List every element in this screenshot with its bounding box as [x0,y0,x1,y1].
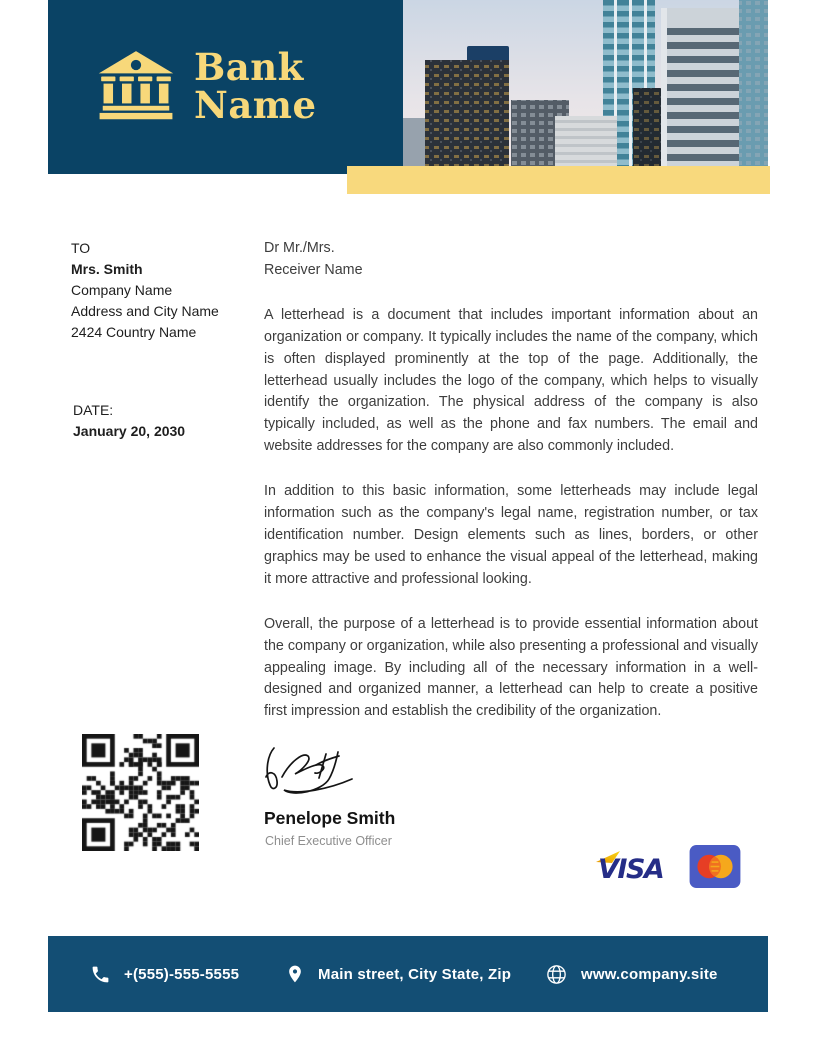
brand-name [194,45,317,127]
letter-paragraph: Overall, the purpose of a letterhead is to provide essential information about the company or organization, while also presenting a professional and visually appealing image. By including all of the necessary information in a well-designed and organized manner, a letterhead can help to create a positive first impression and establish the credibility of the organization. [264,615,758,720]
brand-name-line1: Bank [194,45,304,89]
mastercard-logo [689,845,741,893]
salutation-line2: Receiver Name [264,261,363,278]
footer-address [285,936,511,1012]
letter-paragraph: In addition to this basic information, some letterheads may include legal information such as the company's legal name, registration number, or tax identification number. Design elements such as lines, borders, or other graphics may be used to enhance the visual appeal of the letterhead, making it more attractive and professional looking. [264,483,758,587]
signatory-name: Penelope Smith [264,808,396,828]
signatory-title: Chief Executive Officer [265,834,392,848]
recipient-label: TO [71,240,91,256]
brand-logo [98,45,317,127]
brand-name-line2: Name [194,83,317,127]
globe-icon [545,963,568,986]
bank-building-icon [98,50,174,122]
letter-body [264,238,758,723]
city-photo [403,0,768,166]
recipient-name: Mrs. Smith [71,261,143,277]
recipient-block [71,238,219,343]
visa-wordmark: VISA [598,854,664,885]
visa-logo [593,847,679,890]
footer-address-text: Main street, City State, Zip [318,965,512,983]
qr-code [82,734,199,851]
accent-bar [347,166,770,194]
footer-band [48,936,768,1012]
salutation-line1: Dr Mr./Mrs. [264,240,335,256]
recipient-company: Company Name [71,282,173,298]
location-pin-icon [285,963,305,985]
date-value: January 20, 2030 [73,423,186,439]
date-block [73,400,185,442]
letter-paragraph: A letterhead is a document that includes important information about an organization or company. It typically includes the name of the company, which is often displayed prominently at the top of the page. Additionally, the letterhead usually includes the logo of the company, which helps to visually identify the organization. The physical address of the company is also typically included, as well as the phone and fax numbers. The email and website addresses for the company are also commonly included. [264,306,758,455]
phone-icon [90,964,111,985]
recipient-country: 2424 Country Name [71,324,197,340]
signature-icon [262,742,362,807]
footer-website [545,936,718,1012]
footer-phone [90,936,239,1012]
date-label: DATE: [73,402,114,418]
footer-website-text: www.company.site [581,965,718,983]
footer-phone-text: +(555)-555-5555 [124,965,240,983]
recipient-address: Address and City Name [71,303,219,319]
